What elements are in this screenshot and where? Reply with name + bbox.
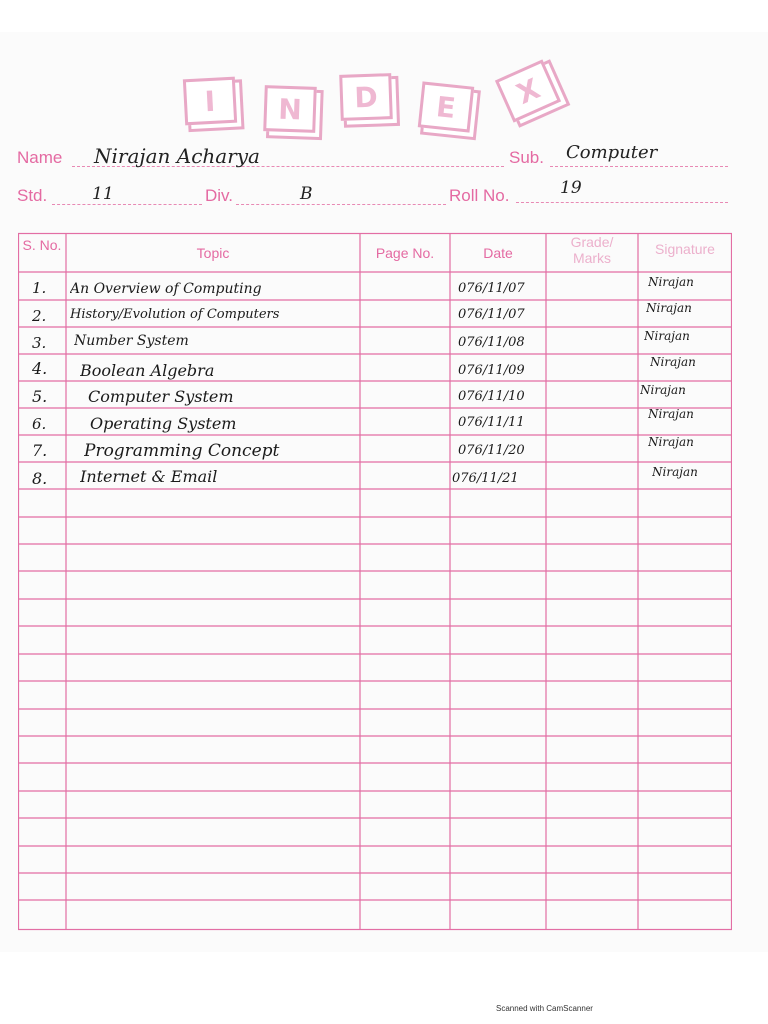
row-7-date: 076/11/20 (458, 443, 525, 458)
row-4-sno: 4. (32, 359, 48, 378)
row-3-signature: Nirajan (644, 329, 690, 343)
header-page-no: Page No. (375, 245, 435, 261)
title-letter-x: X (495, 59, 561, 122)
row-5-topic: Computer System (88, 387, 234, 406)
row-8-topic: Internet & Email (80, 467, 218, 486)
row-1-sno: 1. (32, 279, 47, 297)
row-6-signature: Nirajan (648, 407, 694, 421)
row-2-sno: 2. (32, 307, 47, 325)
header-signature: Signature (655, 241, 715, 257)
header-date: Date (483, 245, 513, 261)
name-label: Name (17, 148, 63, 167)
div-label: Div. (205, 186, 234, 205)
row-8-sno: 8. (32, 469, 48, 488)
div-line (236, 204, 446, 205)
title-letter-e: E (418, 81, 475, 132)
row-6-topic: Operating System (90, 414, 237, 433)
sub-label: Sub. (509, 148, 544, 167)
row-6-sno: 6. (32, 415, 47, 433)
header-topic: Topic (196, 245, 230, 261)
row-7-sno: 7. (32, 441, 48, 460)
name-value: Nirajan Acharya (94, 144, 260, 168)
row-2-topic: History/Evolution of Computers (70, 307, 280, 322)
row-2-date: 076/11/07 (458, 307, 525, 322)
roll-line (516, 202, 728, 203)
index-title (180, 66, 580, 146)
row-1-signature: Nirajan (648, 275, 694, 289)
roll-value: 19 (560, 178, 582, 198)
row-7-signature: Nirajan (648, 435, 694, 449)
header-sno: S. No. (22, 237, 62, 253)
title-letter-n: N (263, 85, 317, 133)
row-3-sno: 3. (32, 334, 47, 352)
std-label: Std. (17, 186, 48, 205)
std-line (52, 204, 202, 205)
index-table (18, 231, 732, 931)
row-8-signature: Nirajan (652, 465, 698, 479)
row-4-signature: Nirajan (650, 355, 696, 369)
scanner-watermark: Scanned with CamScanner (496, 1004, 593, 1013)
row-1-date: 076/11/07 (458, 281, 525, 296)
header-grade-marks: Grade/ Marks (570, 234, 614, 266)
row-4-topic: Boolean Algebra (80, 361, 215, 380)
title-letter-d: D (339, 73, 393, 121)
std-value: 11 (92, 184, 114, 204)
row-4-date: 076/11/09 (458, 363, 525, 378)
row-1-topic: An Overview of Computing (70, 281, 262, 297)
title-letter-i: I (183, 77, 237, 126)
row-5-date: 076/11/10 (458, 389, 525, 404)
row-3-topic: Number System (74, 333, 189, 349)
row-3-date: 076/11/08 (458, 335, 525, 350)
sub-line (550, 166, 728, 167)
row-6-date: 076/11/11 (458, 415, 525, 430)
row-5-signature: Nirajan (640, 383, 686, 397)
roll-label: Roll No. (449, 186, 510, 205)
row-8-date: 076/11/21 (452, 471, 519, 486)
row-5-sno: 5. (32, 387, 48, 406)
row-2-signature: Nirajan (646, 301, 692, 315)
sub-value: Computer (566, 142, 658, 163)
row-7-topic: Programming Concept (84, 441, 280, 461)
div-value: B (300, 184, 313, 204)
